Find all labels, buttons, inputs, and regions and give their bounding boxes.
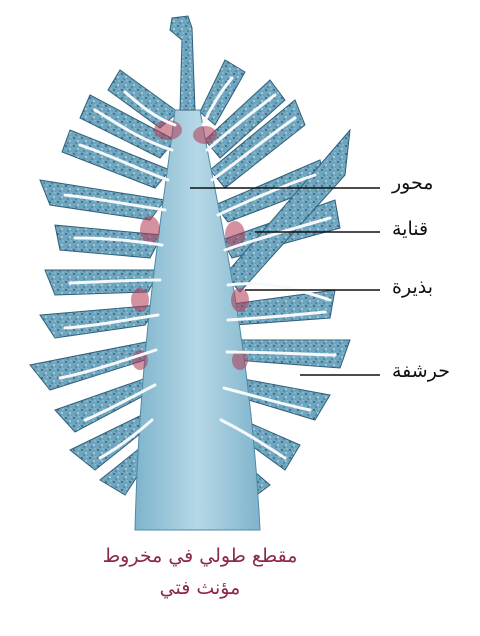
label-scale: حرشفة	[392, 360, 450, 382]
figure-caption	[0, 540, 400, 604]
cone-tip	[170, 16, 195, 110]
caption-line-1: مقطع طولي في مخروط	[102, 545, 298, 567]
caption-line-2: مؤنث فتي	[159, 577, 241, 599]
label-ovule: بذيرة	[392, 276, 433, 298]
label-canal: قناية	[392, 218, 429, 240]
label-axis: محور	[392, 172, 434, 194]
